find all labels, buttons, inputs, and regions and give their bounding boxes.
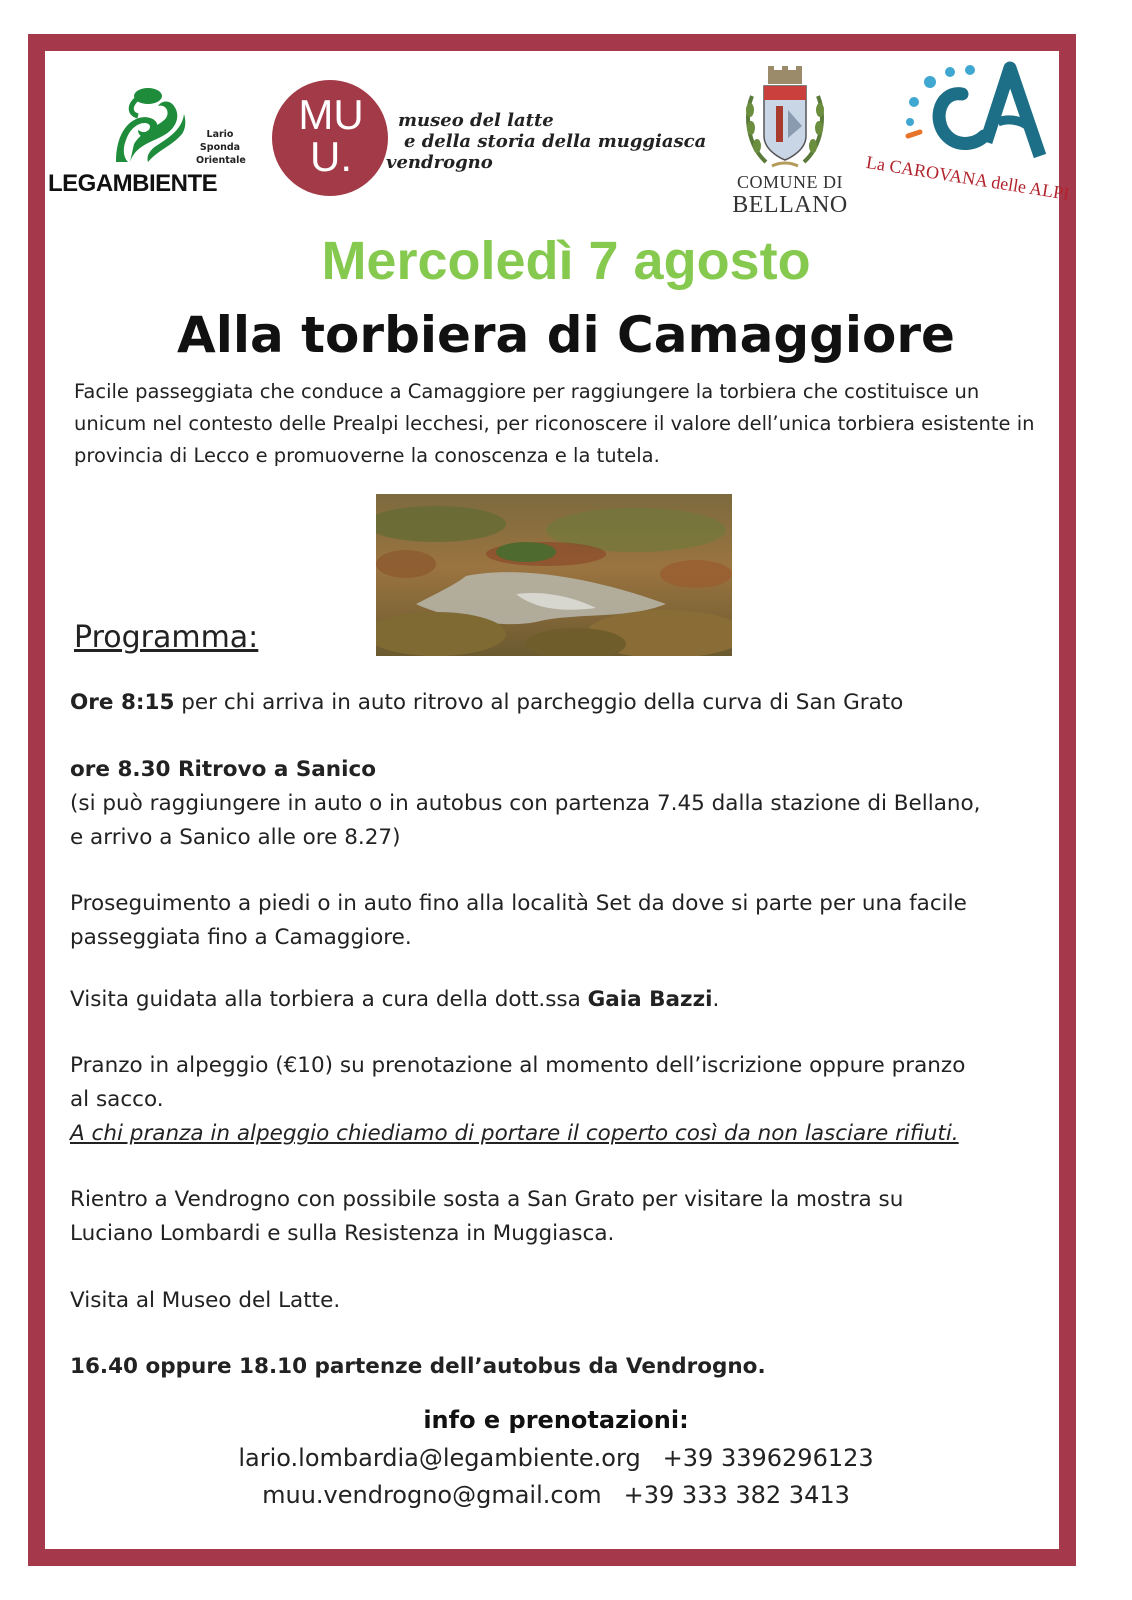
muu-logo-text: museo del latte e della storia della muggiasca vendrogno: [386, 110, 707, 173]
bellano-crest-icon: [742, 66, 828, 178]
program-item-4: Visita guidata alla torbiera a cura della dott.ssa Gaia Bazzi.: [70, 987, 720, 1012]
peat-bog-photo: [376, 494, 732, 656]
program-item-7: Visita al Museo del Latte.: [70, 1288, 341, 1313]
comune-bellano-label: COMUNE DI BELLANO: [732, 172, 848, 218]
legambiente-swan-logo: [108, 84, 188, 166]
legambiente-subtitle: Lario Sponda Orientale: [196, 129, 246, 166]
program-item-5: Pranzo in alpeggio (€10) su prenotazione al momento dell’iscrizione oppure pranzo al sacco. A chi pranza in alpeggio chiediamo di portare il coperto così da non lasciare rifiuti.: [70, 1049, 990, 1151]
contact-line-2: [0, 1481, 1112, 1509]
program-item-3: Proseguimento a piedi o in auto fino alla località Set da dove si parte per una facile passeggiata fino a Camaggiore.: [70, 891, 967, 950]
legambiente-name: LEGAMBIENTE: [48, 170, 218, 197]
program-item-6: Rientro a Vendrogno con possibile sosta a San Grato per visitare la mostra su Luciano Lombardi e sulla Resistenza in Muggiasca.: [70, 1187, 904, 1246]
event-date: Mercoledì 7 agosto: [321, 231, 811, 291]
program-item-5-note: A chi pranza in alpeggio chiediamo di portare il coperto così da non lasciare rifiuti.: [70, 1121, 959, 1146]
contact-phone-2[interactable]: +39 333 382 3413: [623, 1481, 850, 1509]
event-title: Alla torbiera di Camaggiore: [177, 306, 955, 364]
program-item-2: ore 8.30 Ritrovo a Sanico (si può raggiungere in auto o in autobus con partenza 7.45 dalla stazione di Bellano, e arrivo a Sanico alle ore 8.27): [70, 757, 981, 850]
carovana-logo-text: La CAROVANA delle ALPI: [864, 152, 1071, 204]
contact-email-2[interactable]: muu.vendrogno@gmail.com: [262, 1481, 602, 1509]
contact-phone-1[interactable]: +39 3396296123: [662, 1444, 874, 1472]
muu-logo-mark: MU U.: [298, 91, 364, 180]
program-item-1: Ore 8:15 per chi arriva in auto ritrovo al parcheggio della curva di San Grato: [70, 690, 904, 715]
event-intro: Facile passeggiata che conduce a Camaggiore per raggiungere la torbiera che costituisce un unicum nel contesto delle Prealpi lecchesi, per riconoscere il valore dell’unica torbiera esistente in provincia di Lecco e promuoverne la conoscenza e la tutela.: [74, 380, 1035, 467]
contact-email-1[interactable]: lario.lombardia@legambiente.org: [238, 1444, 641, 1472]
program-item-8: 16.40 oppure 18.10 partenze dell’autobus da Vendrogno.: [70, 1354, 766, 1379]
carovana-logo-icon: [898, 60, 1048, 170]
program-heading: Programma:: [74, 620, 259, 655]
info-heading: info e prenotazioni:: [423, 1406, 689, 1434]
contact-line-1: [0, 1444, 1112, 1472]
